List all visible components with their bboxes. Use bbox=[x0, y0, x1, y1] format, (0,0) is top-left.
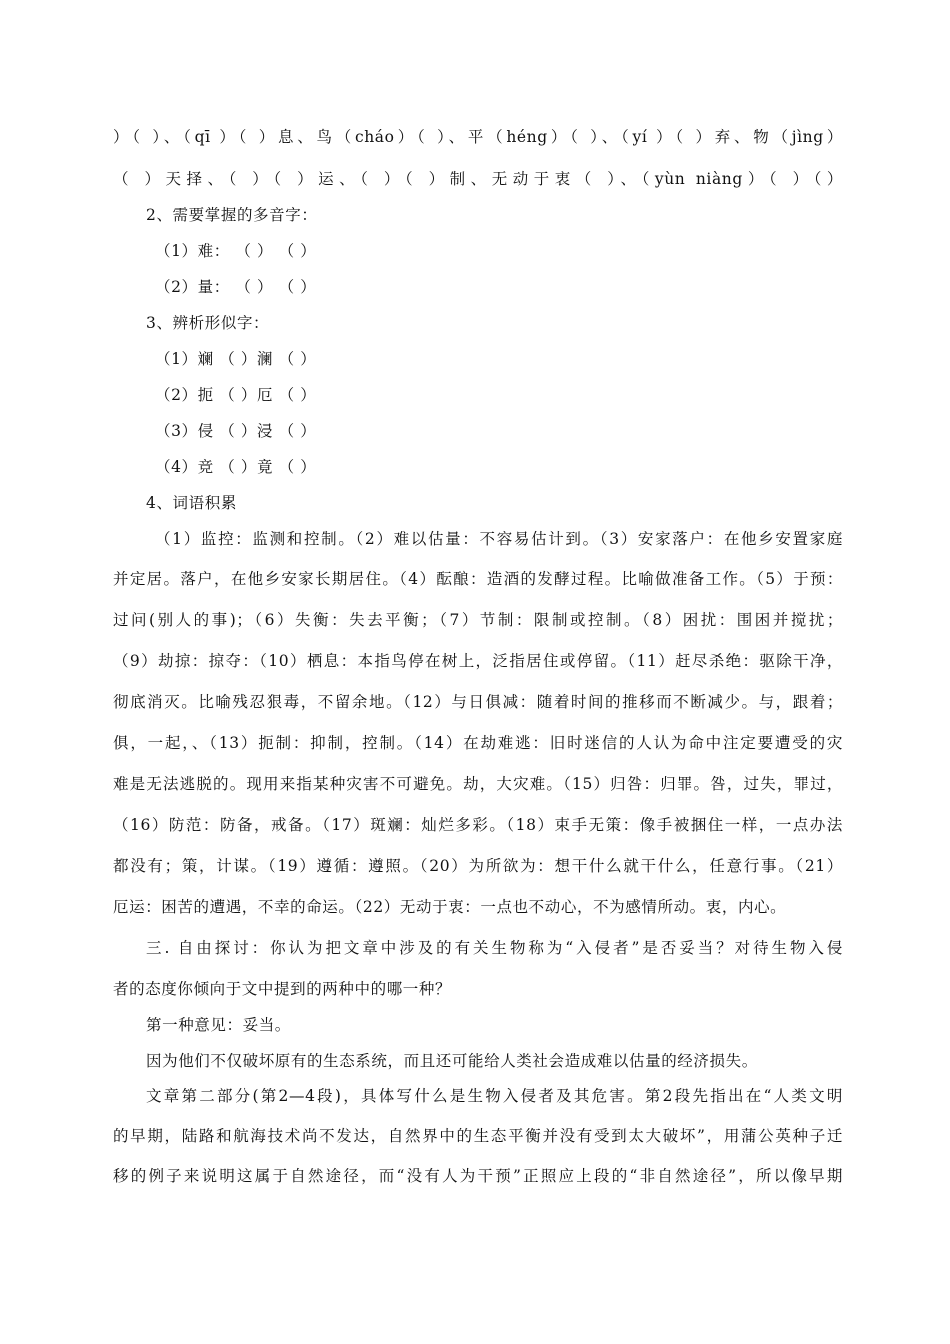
section-heading: 3、辨析形似字： bbox=[146, 314, 270, 332]
similar-char-item: （4）竞 （ ）竟 （ ） bbox=[155, 458, 317, 476]
analysis-line: 移的例子来说明这属于自然途径，而“没有人为干预”正照应上段的“非自然途径”，所以像早期 bbox=[113, 1167, 843, 1185]
polyphone-item: （2）量： （ ） （ ） bbox=[155, 278, 317, 296]
similar-char-item: （2）扼 （ ）厄 （ ） bbox=[155, 386, 317, 404]
vocab-line: 都没有；策，计谋。（19）遵循：遵照。（20）为所欲为：想干什么就干什么，任意行事。（21） bbox=[113, 857, 843, 875]
polyphone-item: （1）难： （ ） （ ） bbox=[155, 242, 317, 260]
vocab-line: 彻底消灭。比喻残忍狠毒，不留余地。（12）与日俱减：随着时间的推移而不断减少。与，跟着； bbox=[113, 693, 843, 711]
vocab-line: （1）监控：监测和控制。（2）难以估量：不容易估计到。（3）安家落户：在他乡安置家庭 bbox=[155, 530, 843, 548]
discussion-line: 三. 自由探讨：你认为把文章中涉及的有关生物称为“入侵者”是否妥当？对待生物入侵 bbox=[146, 939, 843, 957]
similar-char-item: （1）斓 （ ）澜 （ ） bbox=[155, 350, 317, 368]
vocab-line: 俱，一起，、（13）扼制：抑制，控制。（14）在劫难逃：旧时迷信的人认为命中注定要遭受的灾 bbox=[113, 734, 843, 752]
vocab-line: 过问(别人的事)；（6）失衡：失去平衡；（7）节制：限制或控制。（8）困扰：围困并搅扰； bbox=[113, 611, 843, 629]
analysis-line: 的早期，陆路和航海技术尚不发达，自然界中的生态平衡并没有受到太大破坏”，用蒲公英种子迁 bbox=[113, 1127, 843, 1145]
vocab-line: 厄运：困苦的遭遇，不幸的命运。（22）无动于衷：一点也不动心，不为感情所动。衷，内心。 bbox=[113, 898, 787, 916]
section-heading: 4、词语积累 bbox=[146, 494, 237, 512]
vocab-line: 难是无法逃脱的。现用来指某种灾害不可避免。劫，大灾难。（15）归咎：归罪。咎，过失，罪过， bbox=[113, 775, 843, 793]
vocab-line: 并定居。落户，在他乡安家长期居住。（4）酝酿：造酒的发酵过程。比喻做准备工作。（5）于预： bbox=[113, 570, 843, 588]
opinion-title: 第一种意见：妥当。 bbox=[146, 1016, 291, 1034]
section-heading: 2、需要掌握的多音字： bbox=[146, 206, 318, 224]
vocab-line: （9）劫掠：掠夺：（10）栖息：本指鸟停在树上，泛指居住或停留。（11）赶尽杀绝：驱除干净， bbox=[113, 652, 843, 670]
analysis-line: 文章第二部分(第2—4段)，具体写什么是生物入侵者及其危害。第2段先指出在“人类文明 bbox=[146, 1087, 843, 1105]
pinyin-line: ）（ ）、（qī ）（ ）息、鸟（cháo）（ ）、平（héng）（ ）、（yí ）（ ）弃、物（jìng） bbox=[113, 128, 843, 146]
pinyin-line: （ ）天择、（ ）（ ）运、（ ）（ ）制、无动于衷（ ）、（yùn niàng）（ ）（） bbox=[113, 170, 843, 188]
opinion-reason: 因为他们不仅破坏原有的生态系统，而且还可能给人类社会造成难以估量的经济损失。 bbox=[146, 1052, 758, 1070]
discussion-line: 者的态度你倾向于文中提到的两种中的哪一种？ bbox=[113, 980, 452, 998]
vocab-line: （16）防范：防备，戒备。（17）斑斓：灿烂多彩。（18）束手无策：像手被捆住一样，一点办法 bbox=[113, 816, 843, 834]
similar-char-item: （3）侵 （ ）浸 （ ） bbox=[155, 422, 317, 440]
